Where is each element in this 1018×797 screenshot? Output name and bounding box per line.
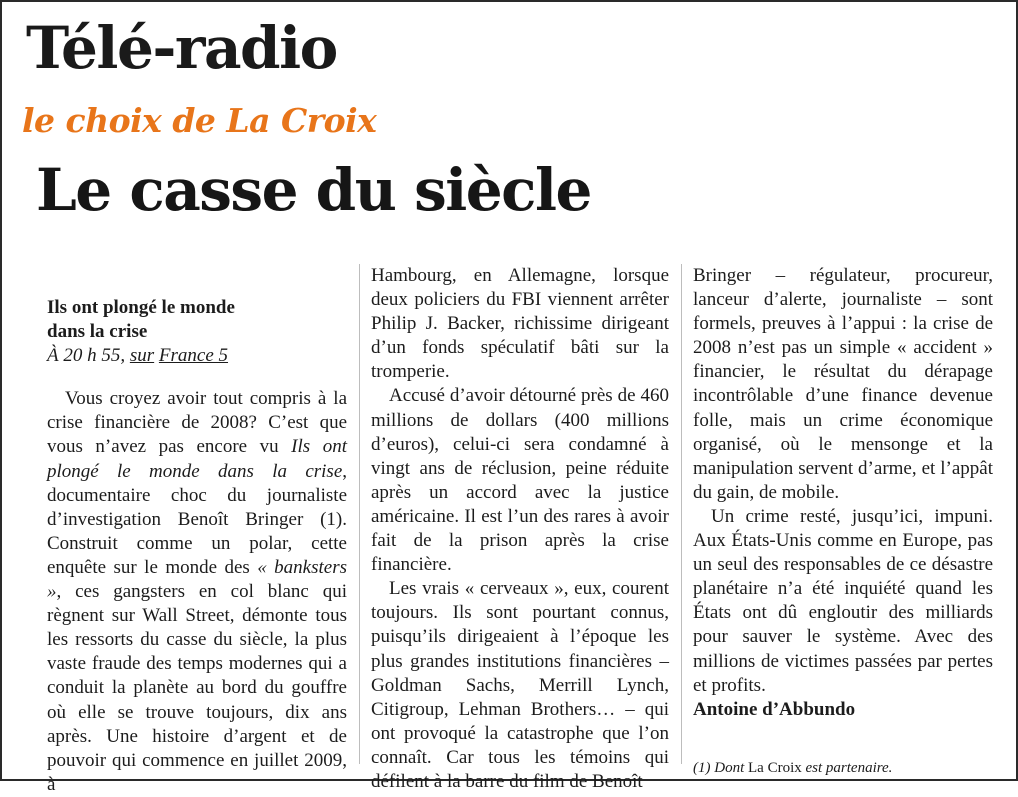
program-title-line2: dans la crise [47,321,148,343]
paragraph-text: , documentaire choc du journaliste d’investigation Benoît Bringer (1). Construit comme un polar, cette enquête sur le monde des [47,460,347,578]
paragraph: Les vrais « cerveaux », eux, courent toujours. Ils sont pourtant connus, puisqu’ils dirigeaient à l’époque les plus grandes institutions financières – Goldman Sachs, Merrill Lynch, Citigroup, Lehman Brothers… – qui ont provoqué la catastrophe que l’on connaît. Car tous les témoins qui défilent à la barre du film de Benoît [371,578,669,792]
author-byline: Antoine d’Abbundo [693,698,856,720]
paragraph-text: , ces gangsters en col blanc qui règnent sur Wall Street, démonte tous les ressorts du casse du siècle, la plus vaste fraude des temps modernes qui a conduit la planète au bord du gouffre où elle se trouve toujours, dix ans après. Une histoire d’argent et de pouvoir qui commence en juillet 2009, à [47,581,347,795]
article-column-2 [371,264,669,792]
newspaper-name: La Croix [748,759,802,776]
column-divider [359,264,360,764]
program-time [47,344,347,368]
paragraph: Un crime resté, jusqu’ici, impuni. Aux États-Unis comme en Europe, pas un seul des responsables de ce désastre planétaire n’a été inquiété quand les États ont dû engloutir des milliards pour sauver le système. Avec des millions de victimes passées par pertes et profits. [693,505,993,696]
section-title: Télé-radio [26,14,337,82]
program-title [47,296,347,344]
paragraph [47,387,347,797]
program-title-line1: Ils ont plongé le monde [47,297,235,318]
paragraph: Bringer – régulateur, procureur, lanceur d’alerte, journaliste – sont formels, preuves à l’appui : la crise de 2008 n’est pas un simple « accident » financier, le résultat du dérapage incontrôlable d’une finance devenue folle, mais un crime économique organisé, où le mensonge et la manipulation servent d’arme, et l’appât du gain, de mobile. [693,265,993,503]
paragraph: Hambourg, en Allemagne, lorsque deux policiers du FBI viennent arrêter Philip J. Backer, richissime dirigeant d’un fonds spéculatif bâti sur la tromperie. [371,265,669,383]
footnote-text: (1) Dont [693,759,745,776]
article-column-3 [693,264,993,776]
column-divider [681,264,682,764]
sur-label: sur [129,345,155,367]
broadcast-time: À 20 h 55, [47,345,126,367]
article-column-1 [47,296,347,796]
paragraph: Accusé d’avoir détourné près de 460 millions de dollars (400 millions d’euros), celui-ci sera condamné à vingt ans de réclusion, peine réduite après un accord avec la justice américaine. Il est l’un des rares à avoir fait de la prison après la crise financière. [371,385,669,576]
footnote-text: est partenaire. [805,759,893,776]
headline: Le casse du siècle [36,156,591,224]
film-title: Ils ont plongé le monde dans la crise [47,436,347,482]
banksters-term: « banksters » [47,556,347,603]
kicker: le choix de La Croix [22,101,377,140]
footnote [693,758,993,778]
paragraph-text: Vous croyez avoir tout compris à la crise financière de 2008? C’est que vous n’avez pas encore vu [47,388,347,458]
channel-link[interactable]: France 5 [158,345,229,367]
